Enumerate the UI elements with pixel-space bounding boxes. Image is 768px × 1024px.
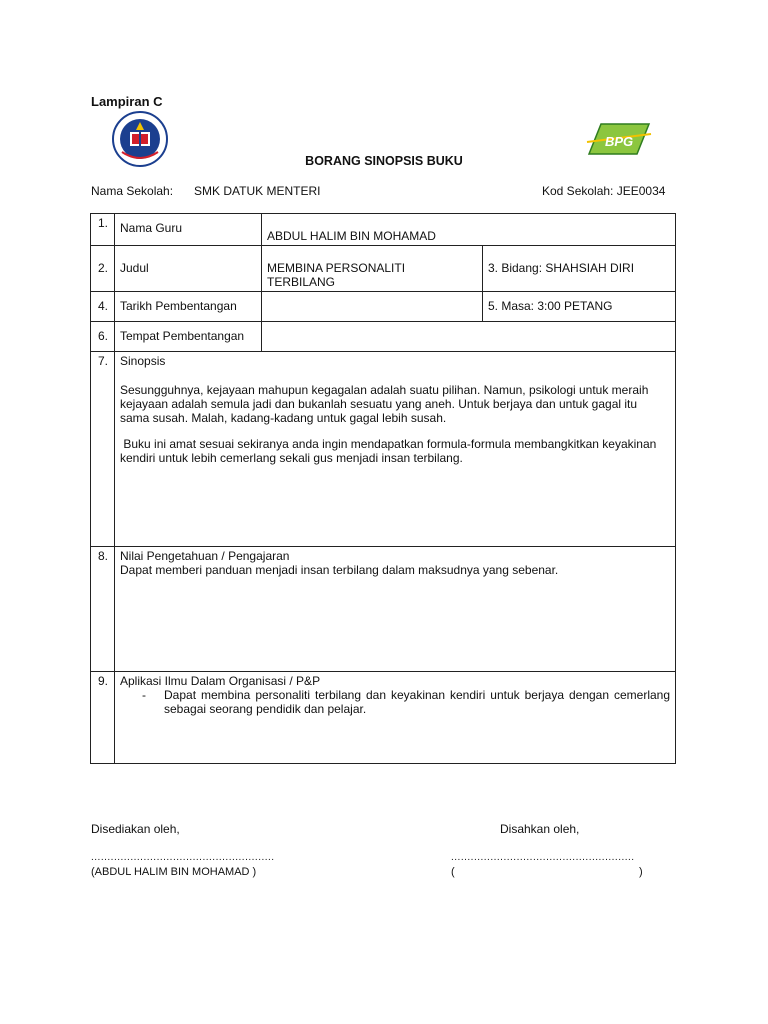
row-tempat [91,322,676,352]
section-label: Sinopsis [120,354,166,368]
judul-value: MEMBINA PERSONALITI TERBILANG [262,246,483,292]
row-aplikasi [91,672,676,764]
signatory-name-right-open: ( [451,866,455,878]
synopsis-form-table [90,213,676,764]
nama-sekolah-value: SMK DATUK MENTERI [194,184,321,198]
nama-sekolah-label: Nama Sekolah: [91,184,174,198]
row-label: Tarikh Pembentangan [115,292,262,322]
bidang-value: 3. Bidang: SHAHSIAH DIRI [483,246,676,292]
tempat-value [262,322,676,352]
signature-line-right: ........................................................ [451,852,635,863]
disediakan-label: Disediakan oleh, [91,822,180,836]
nilai-text: Dapat memberi panduan menjadi insan terbilang dalam maksudnya yang sebenar. [120,563,559,577]
row-label: Judul [115,246,262,292]
dash-bullet: - [142,688,146,702]
section-label: Nilai Pengetahuan / Pengajaran [120,549,290,563]
row-judul [91,246,676,292]
form-title: BORANG SINOPSIS BUKU [305,154,463,168]
row-number: 8. [91,547,115,672]
section-label: Aplikasi Ilmu Dalam Organisasi / P&P [120,674,321,688]
row-number: 2. [91,246,115,292]
sinopsis-content [115,352,676,547]
row-number: 6. [91,322,115,352]
masa-value: 5. Masa: 3:00 PETANG [483,292,676,322]
row-number: 4. [91,292,115,322]
kod-sekolah: Kod Sekolah: JEE0034 [542,184,666,198]
sinopsis-paragraph-2: Buku ini amat sesuai sekiranya anda ingin mendapatkan formula-formula membangkitkan keyakinan kendiri untuk lebih cemerlang sekali gus menjadi insan terbilang. [120,437,660,465]
row-label: Nama Guru [115,214,262,246]
signature-line-left: ........................................................ [91,852,275,863]
row-number: 7. [91,352,115,547]
row-sinopsis [91,352,676,547]
bpg-logo-text: BPG [605,134,634,149]
bpg-logo [585,120,653,158]
row-label: Tempat Pembentangan [115,322,262,352]
nama-guru-value: ABDUL HALIM BIN MOHAMAD [262,214,676,246]
row-nama-guru [91,214,676,246]
tarikh-value [262,292,483,322]
row-tarikh [91,292,676,322]
lampiran-label: Lampiran C [91,94,163,109]
row-number: 1. [91,214,115,246]
sinopsis-paragraph-1: Sesungguhnya, kejayaan mahupun kegagalan adalah suatu pilihan. Namun, psikologi untuk meraih kejayaan adalah semula jadi dan bukanlah sesuatu yang aneh. Untuk berjaya dan untuk gagal itu sama susah. Malah, kadang-kadang untuk gagal lebih susah. [120,383,649,425]
row-number: 9. [91,672,115,764]
list-item [142,688,670,716]
aplikasi-content [115,672,676,764]
signatory-name-right-close: ) [639,866,643,878]
signatory-name-left: (ABDUL HALIM BIN MOHAMAD ) [91,866,257,878]
disahkan-label: Disahkan oleh, [500,822,580,836]
aplikasi-text: Dapat membina personaliti terbilang dan keyakinan kendiri untuk berjaya dengan cemerlang sebagai seorang pendidik dan pelajar. [164,688,671,716]
nilai-content [115,547,676,672]
row-nilai [91,547,676,672]
